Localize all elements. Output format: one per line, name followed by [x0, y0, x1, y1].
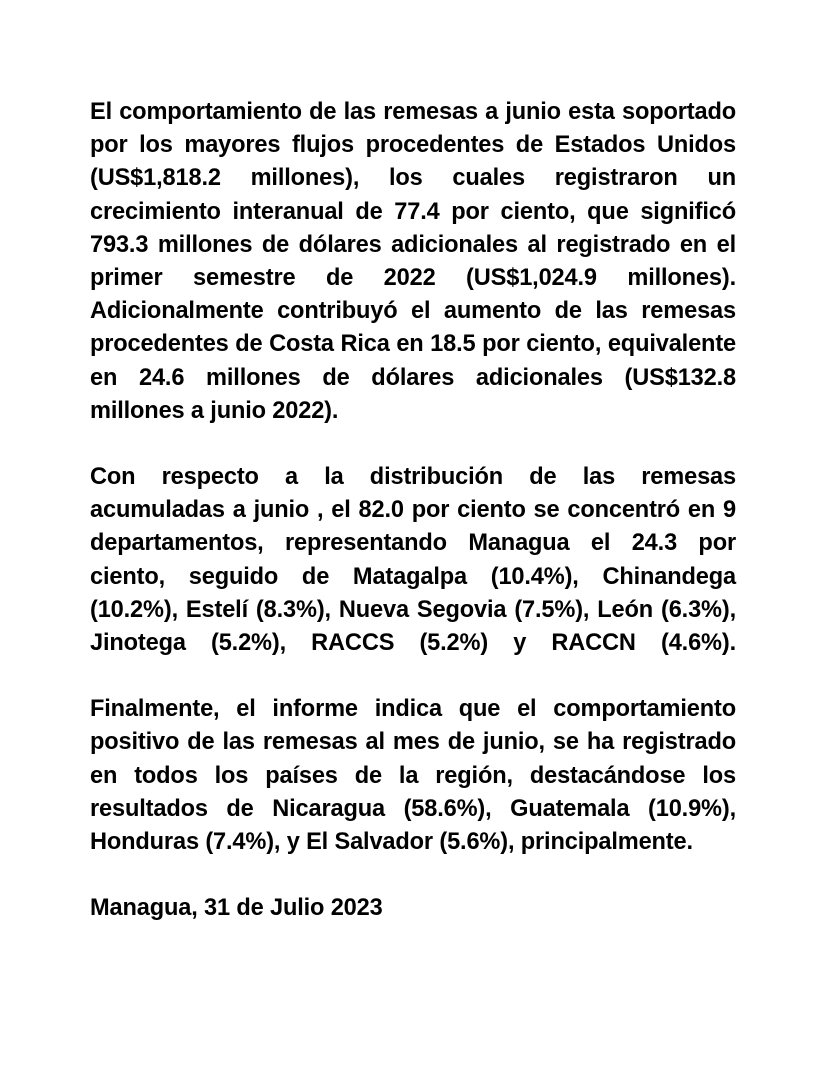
- paragraph-remesas-origen: El comportamiento de las remesas a junio esta soportado por los mayores flujos procedentes de Estados Unidos (US$1,818.2 millones), los cuales registraron un crecimiento interanual de 77.4 por ciento, que significó 793.3 millones de dólares adicionales al registrado en el primer semestre de 2022 (US$1,024.9 millones). Adicionalmente contribuyó el aumento de las remesas procedentes de Costa Rica en 18.5 por ciento, equivalente en 24.6 millones de dólares adicionales (US$132.8 millones a junio 2022).: [90, 99, 736, 424]
- paragraph-distribucion-departamentos: Con respecto a la distribución de las remesas acumuladas a junio , el 82.0 por ciento se concentró en 9 departamentos, representando Managua el 24.3 por ciento, seguido de Matagalpa (10.4%), Chinandega (10.2%), Estelí (8.3%), Nueva Segovia (7.5%), León (6.3%), Jinotega (5.2%), RACCS (5.2%) y RACCN (4.6%).: [90, 464, 736, 657]
- paragraph-comparativa-regional: Finalmente, el informe indica que el comportamiento positivo de las remesas al mes de junio, se ha registrado en todos los países de la región, destacándose los resultados de Nicaragua (58.6%), Guatemala (10.9%), Honduras (7.4%), y El Salvador (5.6%), principalmente.: [90, 696, 736, 856]
- document-text-body: [90, 96, 736, 925]
- signoff-line: Managua, 31 de Julio 2023: [90, 895, 383, 922]
